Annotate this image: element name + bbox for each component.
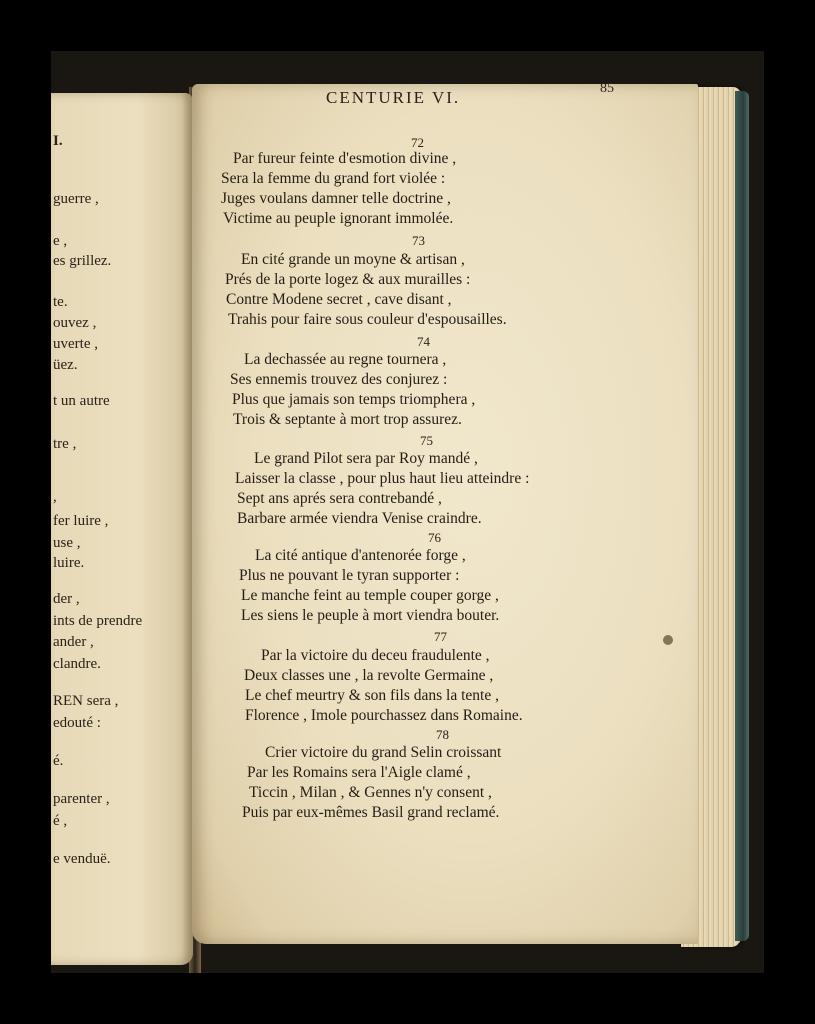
left-fragment: e , [53,233,68,249]
left-fragment: ander , [53,634,94,650]
verse-line: Deux classes une , la revolte Germaine , [244,667,494,684]
verse-line: Laisser la classe , pour plus haut lieu atteindre : [235,470,530,487]
verse-line: Crier victoire du grand Selin croissant [265,744,502,761]
left-fragment: é , [53,813,68,829]
book-scan [51,51,764,973]
verse-line: Trois & septante à mort trop assurez. [233,411,462,428]
left-fragment: é. [53,753,64,769]
quatrain-number: 72 [411,135,424,150]
verse-line: Les siens le peuple à mort viendra bouter. [241,607,500,624]
left-fragment: REN sera , [53,693,119,709]
verse-line: Par les Romains sera l'Aigle clamé , [247,764,471,781]
verse-line: Sera la femme du grand fort violée : [221,170,446,187]
left-page [51,93,193,965]
verse-line: Ticcin , Milan , & Gennes n'y consent , [249,784,492,801]
verse-line: Juges voulans damner telle doctrine , [221,190,451,207]
quatrain-number: 78 [436,727,449,742]
left-fragment: e venduë. [53,851,111,867]
left-fragment: üez. [53,357,78,373]
quatrain-number: 76 [428,530,441,545]
verse-line: Par fureur feinte d'esmotion divine , [233,150,457,167]
verse-line: Trahis pour faire sous couleur d'espousailles. [228,311,507,328]
page-number: 85 [600,81,614,96]
quatrain-number: 74 [417,334,430,349]
verse-line: Le grand Pilot sera par Roy mandé , [254,450,478,467]
quatrain-number: 77 [434,629,447,644]
quatrain-number: 73 [412,233,425,248]
verse-line: Prés de la porte logez & aux murailles : [225,271,471,288]
left-fragment: ints de prendre [53,613,143,629]
left-page-header: I. [53,133,63,149]
verse-line: Le manche feint au temple couper gorge , [241,587,499,604]
verse-line: Par la victoire du deceu fraudulente , [261,647,490,664]
left-fragment: uverte , [53,336,98,352]
page-running-header: CENTURIE VI. [326,88,461,107]
left-fragment: , [53,489,57,505]
quatrain-number: 75 [420,433,433,448]
verse-line: Puis par eux-mêmes Basil grand reclamé. [242,804,500,821]
left-fragment: parenter , [53,791,110,807]
verse-line: Florence , Imole pourchassez dans Romaine. [245,707,523,724]
verse-line: Ses ennemis trouvez des conjurez : [230,371,448,388]
ink-stain [663,635,673,645]
left-fragment: guerre , [53,191,99,207]
left-fragment: use , [53,535,81,551]
left-fragment: es grillez. [53,253,112,269]
verse-line: Victime au peuple ignorant immolée. [223,210,454,227]
verse-line: Barbare armée viendra Venise craindre. [237,510,482,527]
left-fragment: luire. [53,555,85,571]
left-fragment: te. [53,294,68,310]
left-fragment: tre , [53,436,77,452]
left-fragment: edouté : [53,715,101,731]
verse-line: Plus ne pouvant le tyran supporter : [239,567,460,584]
verse-line: Le chef meurtry & son fils dans la tente , [245,687,499,704]
verse-line: La cité antique d'antenorée forge , [255,547,466,564]
verse-line: Sept ans aprés sera contrebandé , [237,490,442,507]
left-fragment: clandre. [53,656,101,672]
book-cover [735,91,749,941]
left-fragment: der , [53,591,80,607]
verse-line: Plus que jamais son temps triomphera , [232,391,476,408]
left-fragment: ouvez , [53,315,97,331]
verse-line: La dechassée au regne tournera , [244,351,447,368]
verse-line: Contre Modene secret , cave disant , [226,291,452,308]
verse-line: En cité grande un moyne & artisan , [241,251,465,268]
left-fragment: fer luire , [53,513,109,529]
left-fragment: t un autre [53,393,110,409]
